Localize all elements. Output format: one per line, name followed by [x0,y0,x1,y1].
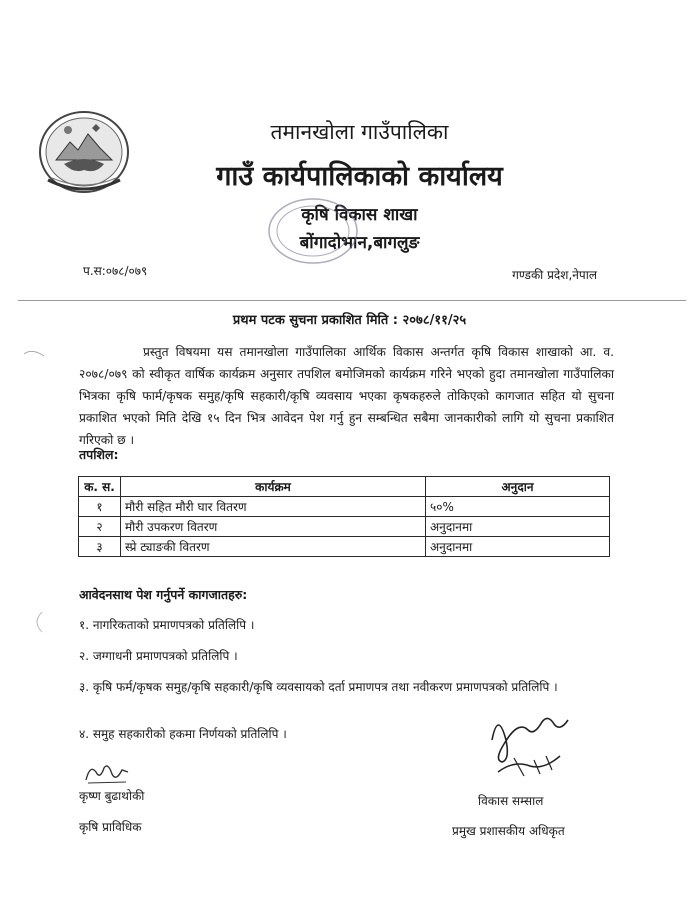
documents-label: आवेदनसाथ पेश गर्नुपर्ने कागजातहरु: [79,587,248,602]
punch-hole-mark [30,610,46,634]
office-name: गाउँ कार्यपालिकाको कार्यालय [216,161,503,192]
notice-title: प्रथम पटक सुचना प्रकाशित मिति : २०७८/११/२५ [232,313,467,328]
signer-left-title: कृषि प्राविधिक [79,820,142,834]
municipality-name: तमानखोला गाउँपालिका [270,120,449,144]
sn-cell: १ [79,497,121,517]
signer-right-title: प्रमुख प्रशासकीय अधिकृत [452,824,565,838]
sn-header: क. स. [79,477,121,497]
notice-body-text: प्रस्तुत विषयमा यस तमानखोला गाउँपालिका आर्थिक विकास अन्तर्गत कृषि विकास शाखाको आ. व. २०७८/०७९ को स्वीकृत वार्षिक कार्यक्रम अनुसार तपशिल बमोजिमको कार्यक्रम गरिने भएको हुदा तमानखोला गाउँपालिका भित्रका कृषि फार्म/कृषक समुह/कृषि सहकारी/कृषि व्यवसाय भएका कृषकहरुले तोकिएको कागजात सहित यो सुचना प्रकाशित भएको मिति देखि १५ दिन भित्र आवेदन पेश गर्नु हुन सम्बन्धित सबैमा जानकारीको लागि यो सुचना प्रकाशित गरिएको छ । [79,345,614,447]
letter-number: प.स:०७८/०७९ [83,264,148,278]
table-row [79,537,610,557]
signature-right [484,700,576,784]
grant-cell: ५०% [426,497,610,517]
sn-cell: ३ [79,537,121,557]
table-row [79,517,610,537]
province-label: गण्डकी प्रदेश,नेपाल [512,268,597,282]
branch-name: कृषि विकास शाखा [301,205,418,225]
signer-right-name: विकास सम्साल [478,794,544,808]
office-stamp [266,196,360,266]
program-table [78,476,610,557]
signer-left-name: कृष्ण बुढाथोकी [79,789,145,803]
margin-mark [22,346,46,360]
office-location: बोंगादोभान,बागलुङ [299,233,420,253]
program-cell: स्प्रे ट्याङकी वितरण [121,537,426,557]
document-item: ४. समुह सहकारीको हकमा निर्णयको प्रतिलिपि । [79,727,287,741]
sn-cell: २ [79,517,121,537]
grant-cell: अनुदानमा [426,537,610,557]
program-cell: मौरी उपकरण वितरण [121,517,426,537]
grant-header: अनुदान [426,477,610,497]
program-cell: मौरी सहित मौरी घार वितरण [121,497,426,517]
program-header: कार्यक्रम [121,477,426,497]
table-row [79,497,610,517]
document-item: १. नागरिकताको प्रमाणपत्रको प्रतिलिपि । [79,618,255,632]
document-item: २. जग्गाधनी प्रमाणपत्रको प्रतिलिपि । [79,649,238,663]
details-label: तपशिल: [79,447,119,462]
signature-left [82,760,132,786]
table-header-row [79,477,610,497]
header-divider [18,300,686,301]
notice-body [79,341,614,451]
grant-cell: अनुदानमा [426,517,610,537]
document-item: ३. कृषि फर्म/कृषक समुह/कृषि सहकारी/कृषि व्यवसायको दर्ता प्रमाणपत्र तथा नवीकरण प्रमाणपत्रको प्रतिलिपि । [79,680,558,694]
